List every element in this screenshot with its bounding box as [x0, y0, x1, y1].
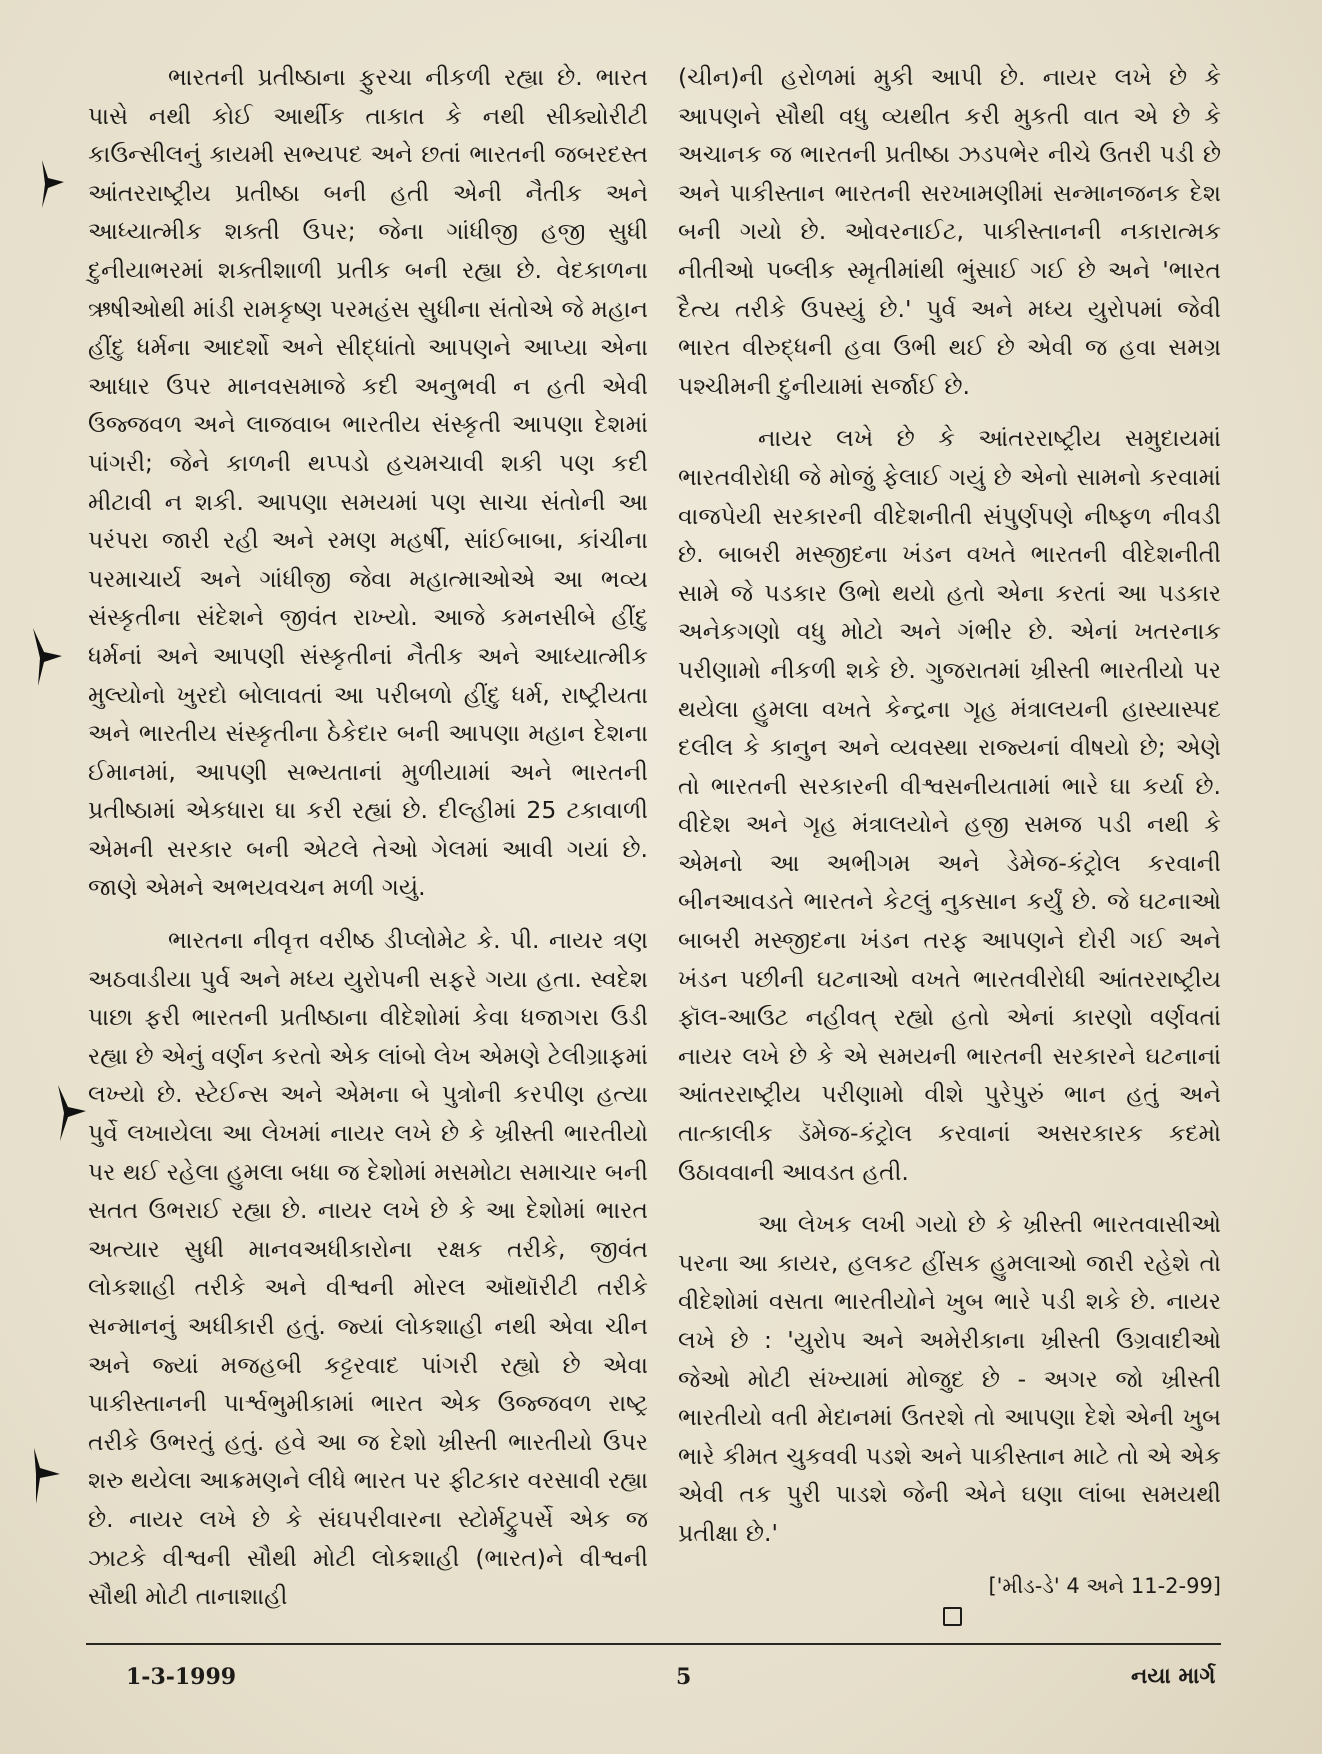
source-citation: ['મીડ-ડે' 4 અને 11-2-99] — [988, 1573, 1221, 1598]
left-column — [88, 58, 648, 1630]
paragraph: (ચીન)ની હરોળમાં મુકી આપી છે. નાયર લખે છે કે આપણને સૌથી વધુ વ્યથીત કરી મુકતી વાત એ છે કે અચાનક જ ભારતની પ્રતીષ્ઠા ઝડપભેર નીચે ઉતરી પડી છે અને પાકીસ્તાન ભારતની સરખામણીમાં સન્માનજનક દેશ બની ગયો છે. ઓવરનાઈટ, પાકીસ્તાનની નકારાત્મક નીતીઓ પબ્લીક સ્મૃતીમાંથી ભુંસાઈ ગઈ છે અને 'ભારત દૈત્ય તરીકે ઉપસ્યું છે.' પુર્વ અને મધ્ય યુરોપમાં જેવી ભારત વીરુદ્ધની હવા ઉભી થઈ છે એવી જ હવા સમગ્ર પશ્ચીમની દુનીયામાં સર્જાઈ છે. — [678, 63, 1221, 400]
publication-name: નયા માર્ગ — [1131, 1664, 1216, 1689]
paragraph: ભારતના નીવૃત્ત વરીષ્ઠ ડીપ્લોમેટ કે. પી. નાયર ત્રણ અઠવાડીયા પુર્વ અને મધ્ય યુરોપની સફરે ગયા હતા. સ્વદેશ પાછા ફરી ભારતની પ્રતીષ્ઠાના વીદેશોમાં કેવા ધજાગરા ઉડી રહ્યા છે એનું વર્ણન કરતો એક લાંબો લેખ એમણે ટેલીગ્રાફમાં લખ્યો છે. સ્ટેઈન્સ અને એમના બે પુત્રોની કરપીણ હત્યા પુર્વે લખાયેલા આ લેખમાં નાયર લખે છે કે ખ્રીસ્તી ભારતીયો પર થઈ રહેલા હુમલા બધા જ દેશોમાં મસમોટા સમાચાર બની સતત ઉભરાઈ રહ્યા છે. નાયર લખે છે કે આ દેશોમાં ભારત અત્યાર સુધી માનવઅધીકારોના રક્ષક તરીકે, જીવંત લોકશાહી તરીકે અને વીશ્વની મોરલ ઑથૉરીટી તરીકે સન્માનનું અધીકારી હતું. જ્યાં લોકશાહી નથી એવા ચીન અને જ્યાં મજહબી કટ્ટરવાદ પાંગરી રહ્યો છે એવા પાકીસ્તાનની પાર્શ્વભુમીકામાં ભારત એક ઉજ્જવળ રાષ્ટ્ર તરીકે ઉભરતું હતું. હવે આ જ દેશો ખ્રીસ્તી ભારતીયો ઉપર શરુ થયેલા આક્રમણને લીધે ભારત પર ફીટકાર વરસાવી રહ્યા છે. નાયર લખે છે કે સંઘપરીવારના સ્ટોર્મટ્રુપર્સે એક જ ઝાટકે વીશ્વની સૌથી મોટી લોકશાહી (ભારત)ને વીશ્વની સૌથી મોટી તાનાશાહી — [88, 926, 648, 1611]
paragraph: ભારતની પ્રતીષ્ઠાના ફુરચા નીકળી રહ્યા છે. ભારત પાસે નથી કોઈ આર્થીક તાકાત કે નથી સીક્યોરીટી કાઉન્સીલનું કાયમી સભ્યપદ અને છતાં ભારતની જબરદસ્ત આંતરરાષ્ટ્રીય પ્રતીષ્ઠા બની હતી એની નૈતીક અને આધ્યાત્મીક શક્તી ઉપર; જેના ગાંધીજી હજી સુધી દુનીયાભરમાં શક્તીશાળી પ્રતીક બની રહ્યા છે. વેદકાળના ઋષીઓથી માંડી રામકૃષ્ણ પરમહંસ સુધીના સંતોએ જે મહાન હીંદુ ધર્મના આદર્શો અને સીદ્ધાંતો આપણને આપ્યા એના આધાર ઉપર માનવસમાજે કદી અનુભવી ન હતી એવી ઉજ્જવળ અને લાજવાબ ભારતીય સંસ્કૃતી આપણા દેશમાં પાંગરી; જેને કાળની થપ્પડો હચમચાવી શકી પણ કદી મીટાવી ન શકી. આપણા સમયમાં પણ સાચા સંતોની આ પરંપરા જારી રહી અને રમણ મહર્ષી, સાંઈબાબા, કાંચીના પરમાચાર્ય અને ગાંધીજી જેવા મહાત્માઓએ આ ભવ્ય સંસ્કૃતીના સંદેશને જીવંત રાખ્યો. આજે કમનસીબે હીંદુ ધર્મનાં અને આપણી સંસ્કૃતીનાં નૈતીક અને આધ્યાત્મીક મુલ્યોનો ખુરદો બોલાવતાં આ પરીબળો હીંદુ ધર્મ, રાષ્ટ્રીયતા અને ભારતીય સંસ્કૃતીના ઠેકેદાર બની આપણા મહાન દેશના ઈમાનમાં, આપણી સભ્યતાનાં મુળીયામાં અને ભારતની પ્રતીષ્ઠામાં એકધારા ઘા કરી રહ્યાં છે. દીલ્હીમાં 25 ટકાવાળી એમની સરકાર બની એટલે તેઓ ગેલમાં આવી ગયાં છે. જાણે એમને અભયવચન મળી ગયું. — [88, 63, 648, 902]
paragraph: આ લેખક લખી ગયો છે કે ખ્રીસ્તી ભારતવાસીઓ પરના આ કાયર, હલકટ હીંસક હુમલાઓ જારી રહેશે તો વીદેશોમાં વસતા ભારતીયોને ખુબ ભારે પડી શકે છે. નાયર લખે છે : 'યુરોપ અને અમેરીકાના ખ્રીસ્તી ઉગ્રવાદીઓ જેઓ મોટી સંખ્યામાં મોજુદ છે - અગર જો ખ્રીસ્તી ભારતીયો વતી મેદાનમાં ઉતરશે તો આપણા દેશે એની ખુબ ભારે કીમત ચુકવવી પડશે અને પાકીસ્તાન માટે તો એ એક એવી તક પુરી પાડશે જેની એને ઘણા લાંબા સમયથી પ્રતીક્ષા છે.' — [678, 1210, 1221, 1547]
paragraph: નાયર લખે છે કે આંતરરાષ્ટ્રીય સમુદાયમાં ભારતવીરોધી જે મોજું ફેલાઈ ગયું છે એનો સામનો કરવામાં વાજપેયી સરકારની વીદેશનીતી સંપુર્ણપણે નીષ્ફળ નીવડી છે. બાબરી મસ્જીદના ખંડન વખતે ભારતની વીદેશનીતી સામે જે પડકાર ઉભો થયો હતો એના કરતાં આ પડકાર અનેકગણો વધુ મોટો અને ગંભીર છે. એનાં ખતરનાક પરીણામો નીકળી શકે છે. ગુજરાતમાં ખ્રીસ્તી ભારતીયો પર થયેલા હુમલા વખતે કેન્દ્રના ગૃહ મંત્રાલયની હાસ્યાસ્પદ દલીલ કે કાનુન અને વ્યવસ્થા રાજ્યનાં વીષયો છે; એણે તો ભારતની સરકારની વીશ્વસનીયતામાં ભારે ઘા કર્યા છે. વીદેશ અને ગૃહ મંત્રાલયોને હજી સમજ પડી નથી કે એમનો આ અભીગમ અને ડેમેજ-કંટ્રોલ કરવાની બીનઆવડતે ભારતને કેટલું નુકસાન કર્યું છે. જે ઘટનાઓ બાબરી મસ્જીદના ખંડન તરફ આપણને દોરી ગઈ અને ખંડન પછીની ઘટનાઓ વખતે ભારતવીરોધી આંતરરાષ્ટ્રીય ફૉલ-આઉટ નહીવત્ રહ્યો હતો એનાં કારણો વર્ણવતાં નાયર લખે છે કે એ સમયની ભારતની સરકારને ઘટનાનાં આંતરરાષ્ટ્રીય પરીણામો વીશે પુરેપુરું ભાન હતું અને તાત્કાલીક ડૅમેજ-કંટ્રોલ કરવાનાં અસરકારક કદમો ઉઠાવવાની આવડત હતી. — [678, 424, 1221, 1186]
right-column — [678, 58, 1221, 1605]
end-of-article-square-icon — [943, 1607, 962, 1626]
footer-divider — [86, 1643, 1221, 1645]
page-number: 5 — [676, 1664, 692, 1690]
issue-date: 1-3-1999 — [126, 1664, 237, 1690]
